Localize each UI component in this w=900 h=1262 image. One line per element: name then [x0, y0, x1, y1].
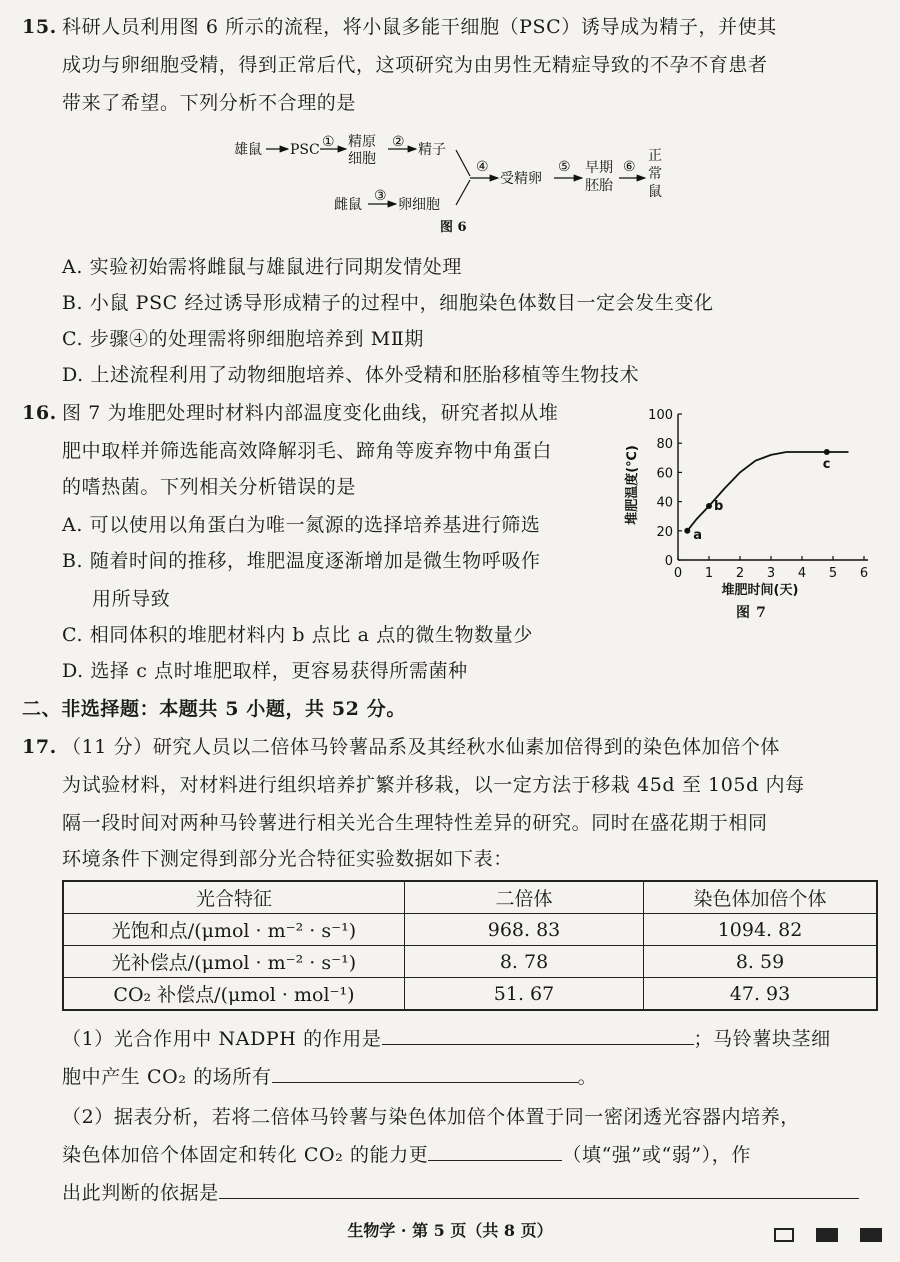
node-zygote: 受精卵: [500, 171, 542, 187]
q15-option-b: B. 小鼠 PSC 经过诱导形成精子的过程中，细胞染色体数目一定会发生变化: [62, 292, 714, 314]
node-sperm: 精子: [418, 142, 446, 158]
page-marker-square-filled-2: [860, 1228, 882, 1242]
q17-part2-line-1: （2）据表分析，若将二倍体马铃薯与染色体加倍个体置于同一密闭透光容器内培养，: [62, 1106, 800, 1128]
q17-number: 17.: [22, 736, 57, 758]
section-2-heading: 二、非选择题：本题共 5 小题，共 52 分。: [22, 698, 406, 720]
y-tick-label: 0: [664, 554, 673, 569]
y-tick-label: 20: [656, 524, 673, 540]
q17-part1-text-end: 。: [577, 1066, 598, 1088]
table-row: [63, 914, 877, 946]
figure-6-caption: 图 6: [440, 220, 467, 235]
step-2-label: ②: [392, 134, 405, 150]
step-6-label: ⑥: [623, 159, 636, 175]
figure-7-caption: 图 7: [736, 605, 767, 621]
answer-blank-strength[interactable]: [428, 1142, 562, 1161]
chart-point-label-b: b: [714, 498, 724, 514]
x-tick-label: 1: [704, 566, 714, 581]
x-tick-label: 3: [766, 566, 776, 581]
node-psc: PSC: [290, 142, 320, 158]
x-tick-label: 4: [797, 566, 807, 581]
page-footer: 生物学 · 第 5 页（共 8 页）: [347, 1221, 553, 1240]
node-spermatogonia-line1: 精原: [348, 134, 376, 150]
node-early-embryo-line1: 早期: [585, 160, 613, 176]
table-cell-doubled: 8. 59: [644, 946, 878, 978]
page-marker-square-outline: [774, 1228, 794, 1242]
node-normal-mouse-3: 鼠: [648, 184, 662, 200]
q17-part2-text-b: 染色体加倍个体固定和转化 CO₂ 的能力更: [62, 1144, 429, 1166]
answer-blank-nadph[interactable]: [382, 1026, 694, 1045]
answer-blank-co2-site[interactable]: [272, 1064, 578, 1083]
y-tick-label: 40: [656, 495, 673, 511]
y-tick-label: 80: [656, 437, 673, 453]
q15-option-d: D. 上述流程利用了动物细胞培养、体外受精和胚胎移植等生物技术: [62, 364, 640, 386]
table-cell-label: 光补偿点/(μmol · m⁻² · s⁻¹): [63, 946, 405, 978]
table-row: [63, 946, 877, 978]
q17-part1-line-2: [62, 1064, 597, 1090]
q16-number: 16.: [22, 402, 57, 424]
y-tick-label: 60: [656, 466, 673, 482]
q15-option-c: C. 步骤④的处理需将卵细胞培养到 MⅡ期: [62, 328, 424, 350]
q16-stem-line-3: 的嗜热菌。下列相关分析错误的是: [62, 476, 357, 498]
node-normal-mouse-1: 正: [648, 148, 662, 164]
step-5-label: ⑤: [558, 159, 571, 175]
table-cell-doubled: 1094. 82: [644, 914, 878, 946]
x-tick-label: 6: [859, 566, 869, 581]
q15-stem-line-3: 带来了希望。下列分析不合理的是: [62, 92, 357, 114]
q15-stem-line-2: 成功与卵细胞受精，得到正常后代，这项研究为由男性无精症导致的不孕不育患者: [62, 54, 768, 76]
q15-stem-line-1: 科研人员利用图 6 所示的流程，将小鼠多能干细胞（PSC）诱导成为精子，并使其: [62, 16, 777, 38]
table-header-cell: 染色体加倍个体: [644, 881, 878, 914]
page-marker-square-filled-1: [816, 1228, 838, 1242]
q16-option-b: B. 随着时间的推移，堆肥温度逐渐增加是微生物呼吸作: [62, 550, 541, 572]
q16-option-b-cont: 用所导致: [92, 588, 171, 610]
step-1-label: ①: [322, 134, 335, 150]
x-tick-label: 5: [828, 566, 838, 581]
answer-blank-basis[interactable]: [219, 1180, 859, 1199]
chart-y-axis-label: 堆肥温度(℃): [625, 445, 640, 525]
q17-part1-text-c: 胞中产生 CO₂ 的场所有: [62, 1066, 272, 1088]
node-early-embryo-line2: 胚胎: [585, 178, 613, 194]
q16-option-d: D. 选择 c 点时堆肥取样，更容易获得所需菌种: [62, 660, 468, 682]
photosynthesis-data-table: [62, 880, 878, 1011]
table-header-cell: 光合特征: [63, 881, 405, 914]
chart-x-axis-label: 堆肥时间(天): [721, 583, 799, 598]
q16-stem-line-2: 肥中取样并筛选能高效降解羽毛、蹄角等废弃物中角蛋白: [62, 440, 553, 462]
figure-6-flow-diagram: [228, 130, 678, 240]
chart-point-label-c: c: [822, 456, 831, 472]
chart-point-c: [824, 449, 830, 455]
table-cell-label: 光饱和点/(μmol · m⁻² · s⁻¹): [63, 914, 405, 946]
y-tick-label: 100: [648, 408, 673, 423]
table-cell-diploid: 51. 67: [405, 978, 644, 1011]
chart-point-a: [684, 528, 690, 534]
q17-part2-line-3: [62, 1180, 859, 1206]
node-male-mouse: 雄鼠: [234, 142, 262, 158]
step-4-label: ④: [476, 159, 489, 175]
q17-part2-text-c: （填“强”或“弱”），作: [562, 1144, 751, 1166]
q17-stem-line-3: 隔一段时间对两种马铃薯进行相关光合生理特性差异的研究。同时在盛花期于相同: [62, 812, 768, 834]
q17-part2-text-d: 出此判断的依据是: [62, 1182, 219, 1204]
table-cell-diploid: 8. 78: [405, 946, 644, 978]
q17-stem-line-1: （11 分）研究人员以二倍体马铃薯品系及其经秋水仙素加倍得到的染色体加倍个体: [62, 736, 781, 758]
table-header-row: [63, 881, 877, 914]
q16-stem-line-1: 图 7 为堆肥处理时材料内部温度变化曲线，研究者拟从堆: [62, 402, 559, 424]
q16-option-a: A. 可以使用以角蛋白为唯一氮源的选择培养基进行筛选: [62, 514, 541, 536]
x-tick-label: 2: [735, 566, 745, 581]
x-tick-label: 0: [673, 566, 683, 581]
table-cell-label: CO₂ 补偿点/(μmol · mol⁻¹): [63, 978, 405, 1011]
q17-stem-line-4: 环境条件下测定得到部分光合特征实验数据如下表：: [62, 848, 513, 870]
node-female-mouse: 雌鼠: [334, 197, 362, 213]
table-header-cell: 二倍体: [405, 881, 644, 914]
q17-part1-text-b: ；马铃薯块茎细: [693, 1028, 831, 1050]
node-spermatogonia-line2: 细胞: [348, 151, 376, 167]
q15-number: 15.: [22, 16, 57, 38]
q15-option-a: A. 实验初始需将雌鼠与雄鼠进行同期发情处理: [62, 256, 463, 278]
table-cell-doubled: 47. 93: [644, 978, 878, 1011]
q17-part1-line-1: [62, 1026, 831, 1052]
q17-part2-line-2: [62, 1142, 751, 1168]
node-normal-mouse-2: 常: [648, 166, 662, 182]
chart-point-label-a: a: [693, 527, 703, 543]
chart-point-b: [706, 503, 712, 509]
q16-option-c: C. 相同体积的堆肥材料内 b 点比 a 点的微生物数量少: [62, 624, 533, 646]
node-egg: 卵细胞: [398, 197, 440, 213]
step-3-label: ③: [374, 188, 387, 204]
q17-part1-text-a: （1）光合作用中 NADPH 的作用是: [62, 1028, 382, 1050]
q17-stem-line-2: 为试验材料，对材料进行组织培养扩繁并移栽，以一定方法于移栽 45d 至 105d 内每: [62, 774, 805, 796]
table-row: [63, 978, 877, 1011]
table-cell-diploid: 968. 83: [405, 914, 644, 946]
